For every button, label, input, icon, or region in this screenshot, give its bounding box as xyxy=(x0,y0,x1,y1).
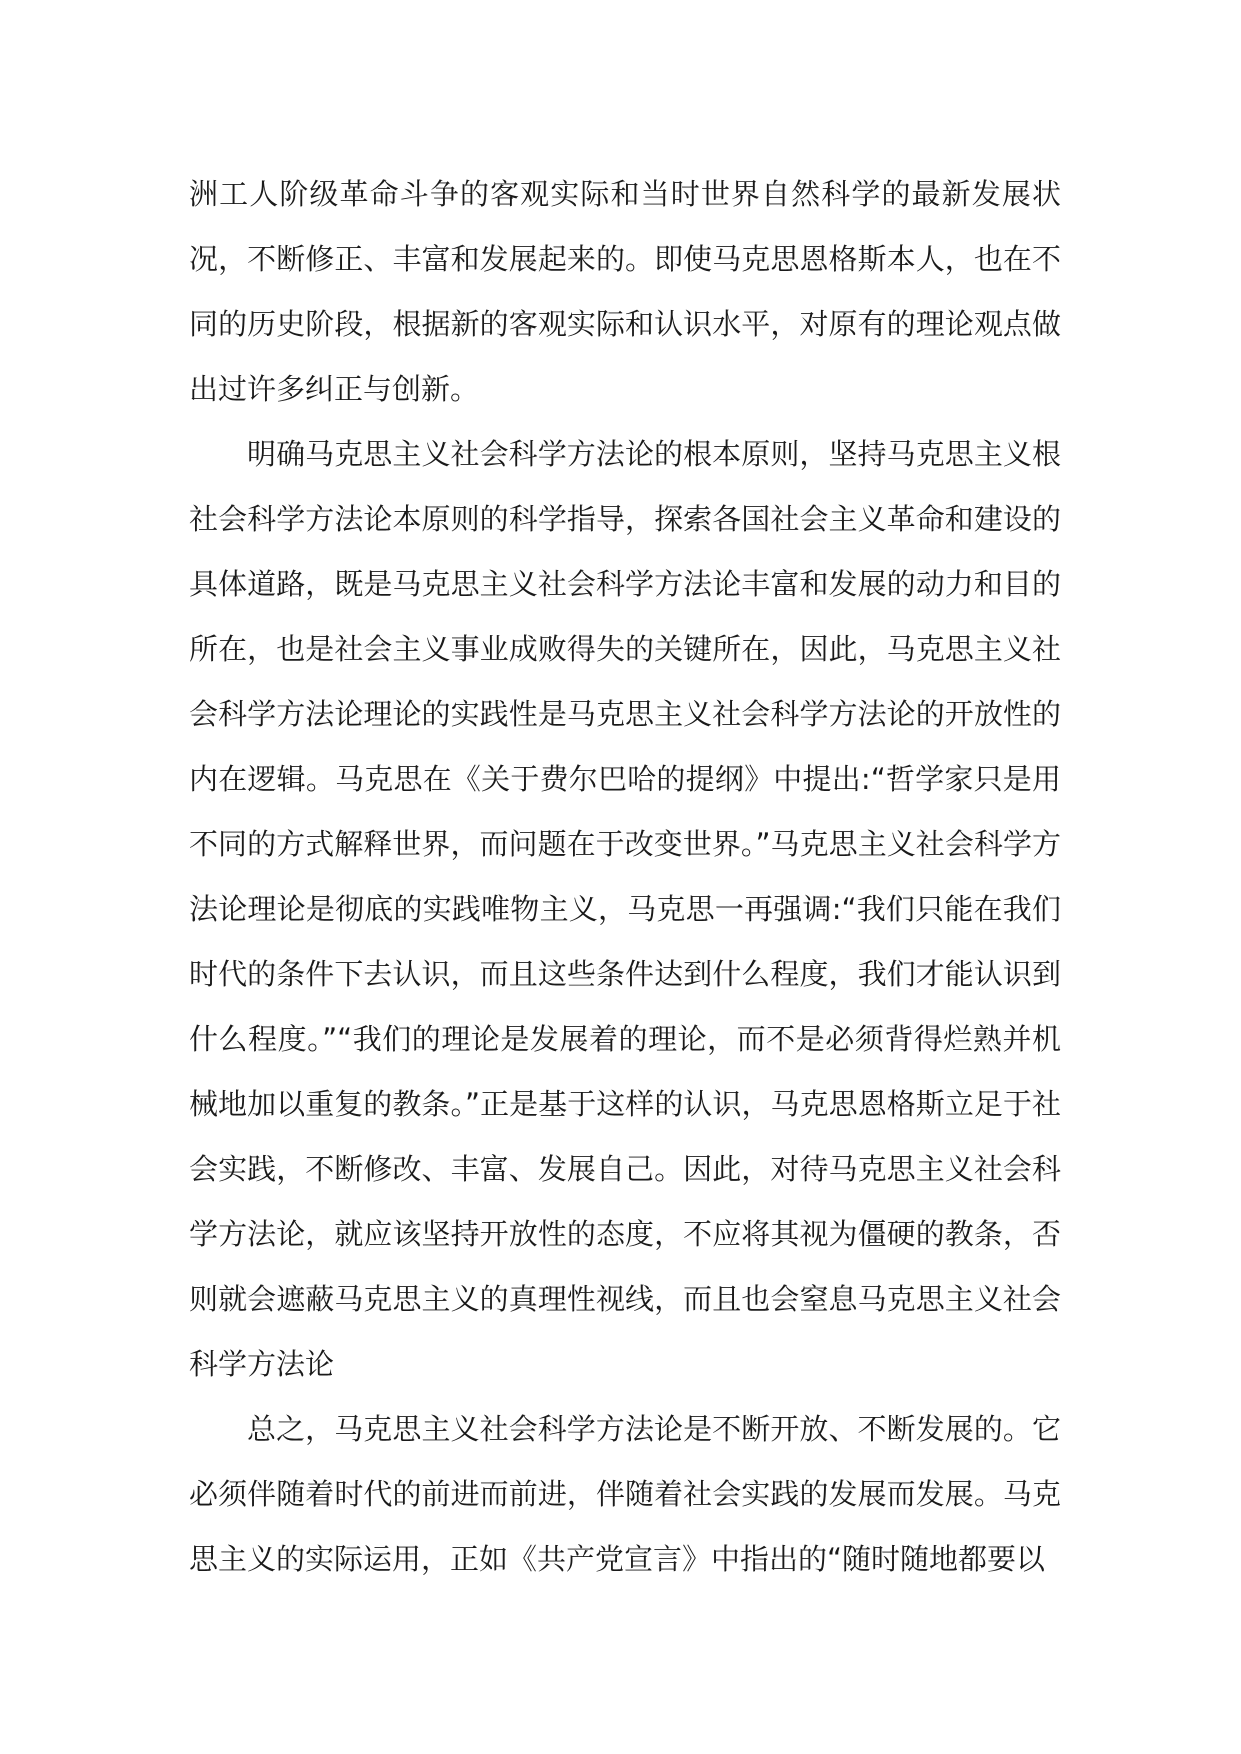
body-text xyxy=(189,162,1061,1592)
paragraph-2: 明确马克思主义社会科学方法论的根本原则，坚持马克思主义根社会科学方法论本原则的科学指导，探索各国社会主义革命和建设的具体道路，既是马克思主义社会科学方法论丰富和发展的动力和目的所在，也是社会主义事业成败得失的关键所在，因此，马克思主义社会科学方法论理论的实践性是马克思主义社会科学方法论的开放性的内在逻辑。马克思在《关于费尔巴哈的提纲》中提出:“哲学家只是用不同的方式解释世界，而问题在于改变世界。”马克思主义社会科学方法论理论是彻底的实践唯物主义，马克思一再强调:“我们只能在我们时代的条件下去认识，而且这些条件达到什么程度，我们才能认识到什么程度。”“我们的理论是发展着的理论，而不是必须背得烂熟并机械地加以重复的教条。”正是基于这样的认识，马克思恩格斯立足于社会实践，不断修改、丰富、发展自己。因此，对待马克思主义社会科学方法论，就应该坚持开放性的态度，不应将其视为僵硬的教条，否则就会遮蔽马克思主义的真理性视线，而且也会窒息马克思主义社会科学方法论 xyxy=(189,437,1061,1381)
paragraph-1: 洲工人阶级革命斗争的客观实际和当时世界自然科学的最新发展状况，不断修正、丰富和发展起来的。即使马克思恩格斯本人，也在不同的历史阶段，根据新的客观实际和认识水平，对原有的理论观点做出过许多纠正与创新。 xyxy=(189,177,1061,406)
paragraph-3: 总之，马克思主义社会科学方法论是不断开放、不断发展的。它必须伴随着时代的前进而前进，伴随着社会实践的发展而发展。马克思主义的实际运用，正如《共产党宣言》中指出的“随时随地都要以 xyxy=(189,1412,1061,1576)
